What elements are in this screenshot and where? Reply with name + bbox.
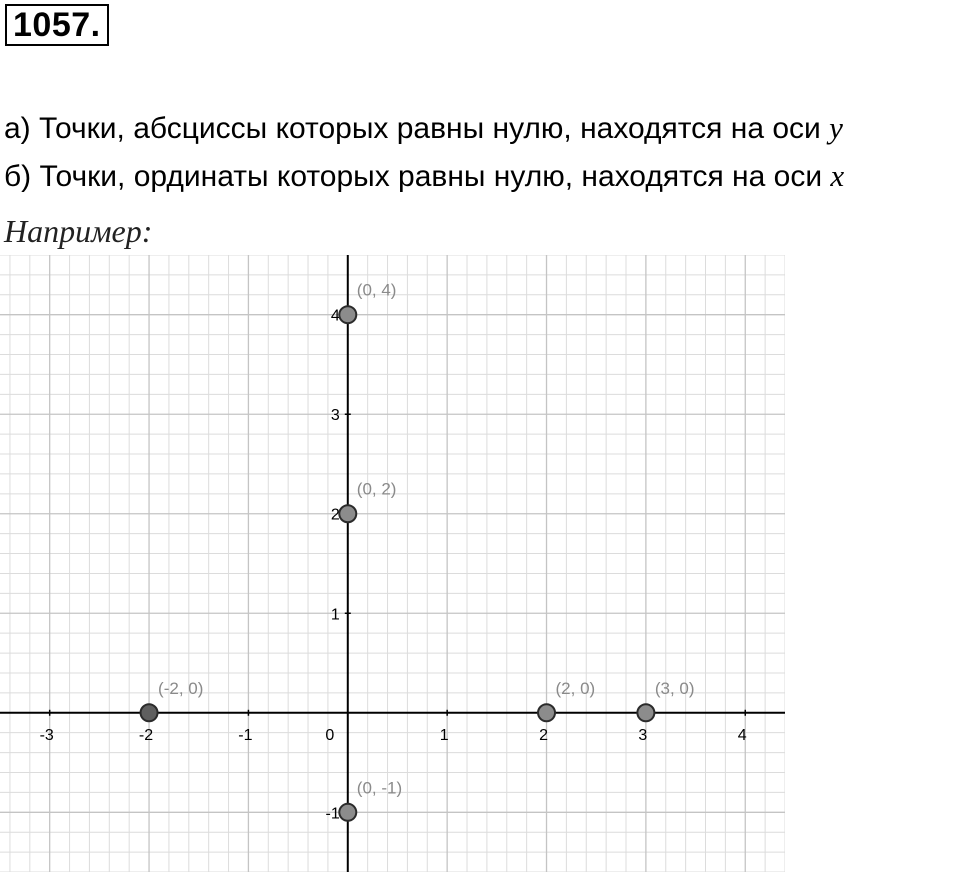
x-tick-label: 3 [638,726,648,744]
point [339,804,356,821]
points [138,280,695,821]
point [538,704,555,721]
example-label: Например: [4,213,153,249]
point-label: (2, 0) [555,678,596,698]
point [339,306,356,323]
x-tick-label: 2 [539,726,548,744]
x-tick-label: -1 [238,726,253,744]
point-label: (0, -1) [356,778,403,798]
x-tick-label: 4 [737,726,747,744]
answer-b [4,158,844,194]
y-tick-label: 2 [330,506,340,524]
point-label: (3, 0) [654,678,695,698]
problem-number: 1057. [5,4,109,46]
point-label: (0, 4) [356,280,397,300]
point [637,704,654,721]
answer-b-axis-var: x [830,158,845,193]
x-tick-label: -3 [39,726,54,744]
point [141,704,158,721]
y-tick-label: -1 [325,805,340,823]
answer-a [4,110,843,146]
x-tick-label: 1 [439,726,449,744]
y-tick-label: 3 [330,407,340,425]
tick-labels [40,308,747,823]
point [339,505,356,522]
answer-a-axis-var: y [829,110,843,145]
x-tick-label: 0 [325,726,335,744]
y-tick-label: 1 [330,606,340,624]
point-label: (0, 2) [356,479,397,499]
answer-a-text: а) Точки, абсциссы которых равны нулю, находятся на оси [4,112,830,145]
point-label: (-2, 0) [158,678,204,698]
coordinate-plane [0,255,785,872]
x-tick-label: -2 [138,726,154,744]
answer-b-text: б) Точки, ординаты которых равны нулю, находятся на оси [4,160,831,193]
y-tick-label: 4 [330,307,340,325]
